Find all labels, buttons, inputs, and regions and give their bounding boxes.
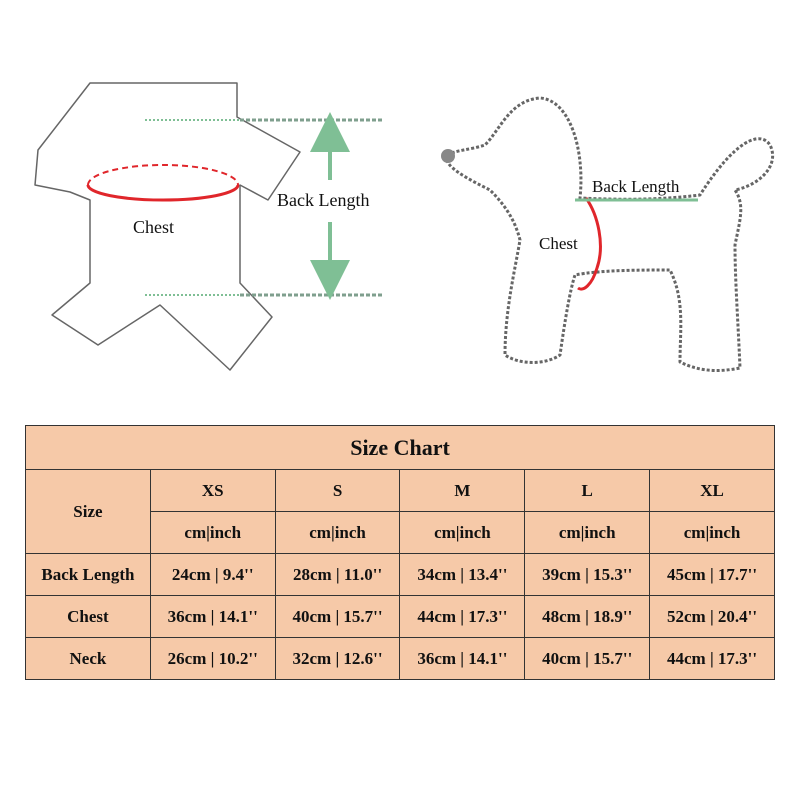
table-cell: 40cm | 15.7''	[525, 638, 650, 680]
table-cell: 36cm | 14.1''	[150, 596, 275, 638]
size-chart-title: Size Chart	[26, 426, 775, 470]
table-cell: 40cm | 15.7''	[275, 596, 400, 638]
table-cell: 45cm | 17.7''	[650, 554, 775, 596]
dog-chest-label: Chest	[539, 234, 578, 253]
size-m: M	[400, 470, 525, 512]
table-cell: 32cm | 12.6''	[275, 638, 400, 680]
table-cell: 36cm | 14.1''	[400, 638, 525, 680]
table-row-back-length	[26, 554, 775, 596]
size-header: Size	[26, 470, 151, 554]
unit-xl: cm|inch	[650, 512, 775, 554]
garment-chest-label: Chest	[133, 217, 175, 237]
dog-nose-icon	[441, 149, 455, 163]
table-cell: 52cm | 20.4''	[650, 596, 775, 638]
dog-outline	[447, 98, 773, 370]
dog-diagram	[441, 98, 773, 370]
size-l: L	[525, 470, 650, 512]
row-label-back-length: Back Length	[26, 554, 151, 596]
garment-diagram	[35, 83, 382, 370]
table-cell: 34cm | 13.4''	[400, 554, 525, 596]
size-xs: XS	[150, 470, 275, 512]
table-cell: 44cm | 17.3''	[400, 596, 525, 638]
unit-m: cm|inch	[400, 512, 525, 554]
size-chart-table	[25, 425, 775, 680]
table-cell: 44cm | 17.3''	[650, 638, 775, 680]
table-row-chest	[26, 596, 775, 638]
unit-xs: cm|inch	[150, 512, 275, 554]
row-label-neck: Neck	[26, 638, 151, 680]
unit-s: cm|inch	[275, 512, 400, 554]
size-xl: XL	[650, 470, 775, 512]
table-cell: 39cm | 15.3''	[525, 554, 650, 596]
table-cell: 48cm | 18.9''	[525, 596, 650, 638]
table-cell: 28cm | 11.0''	[275, 554, 400, 596]
row-label-chest: Chest	[26, 596, 151, 638]
size-s: S	[275, 470, 400, 512]
garment-back-length-label: Back Length	[277, 190, 370, 210]
table-cell: 24cm | 9.4''	[150, 554, 275, 596]
unit-l: cm|inch	[525, 512, 650, 554]
dog-back-length-label: Back Length	[592, 177, 680, 196]
table-row-neck	[26, 638, 775, 680]
dog-chest-marker	[578, 198, 600, 289]
table-cell: 26cm | 10.2''	[150, 638, 275, 680]
